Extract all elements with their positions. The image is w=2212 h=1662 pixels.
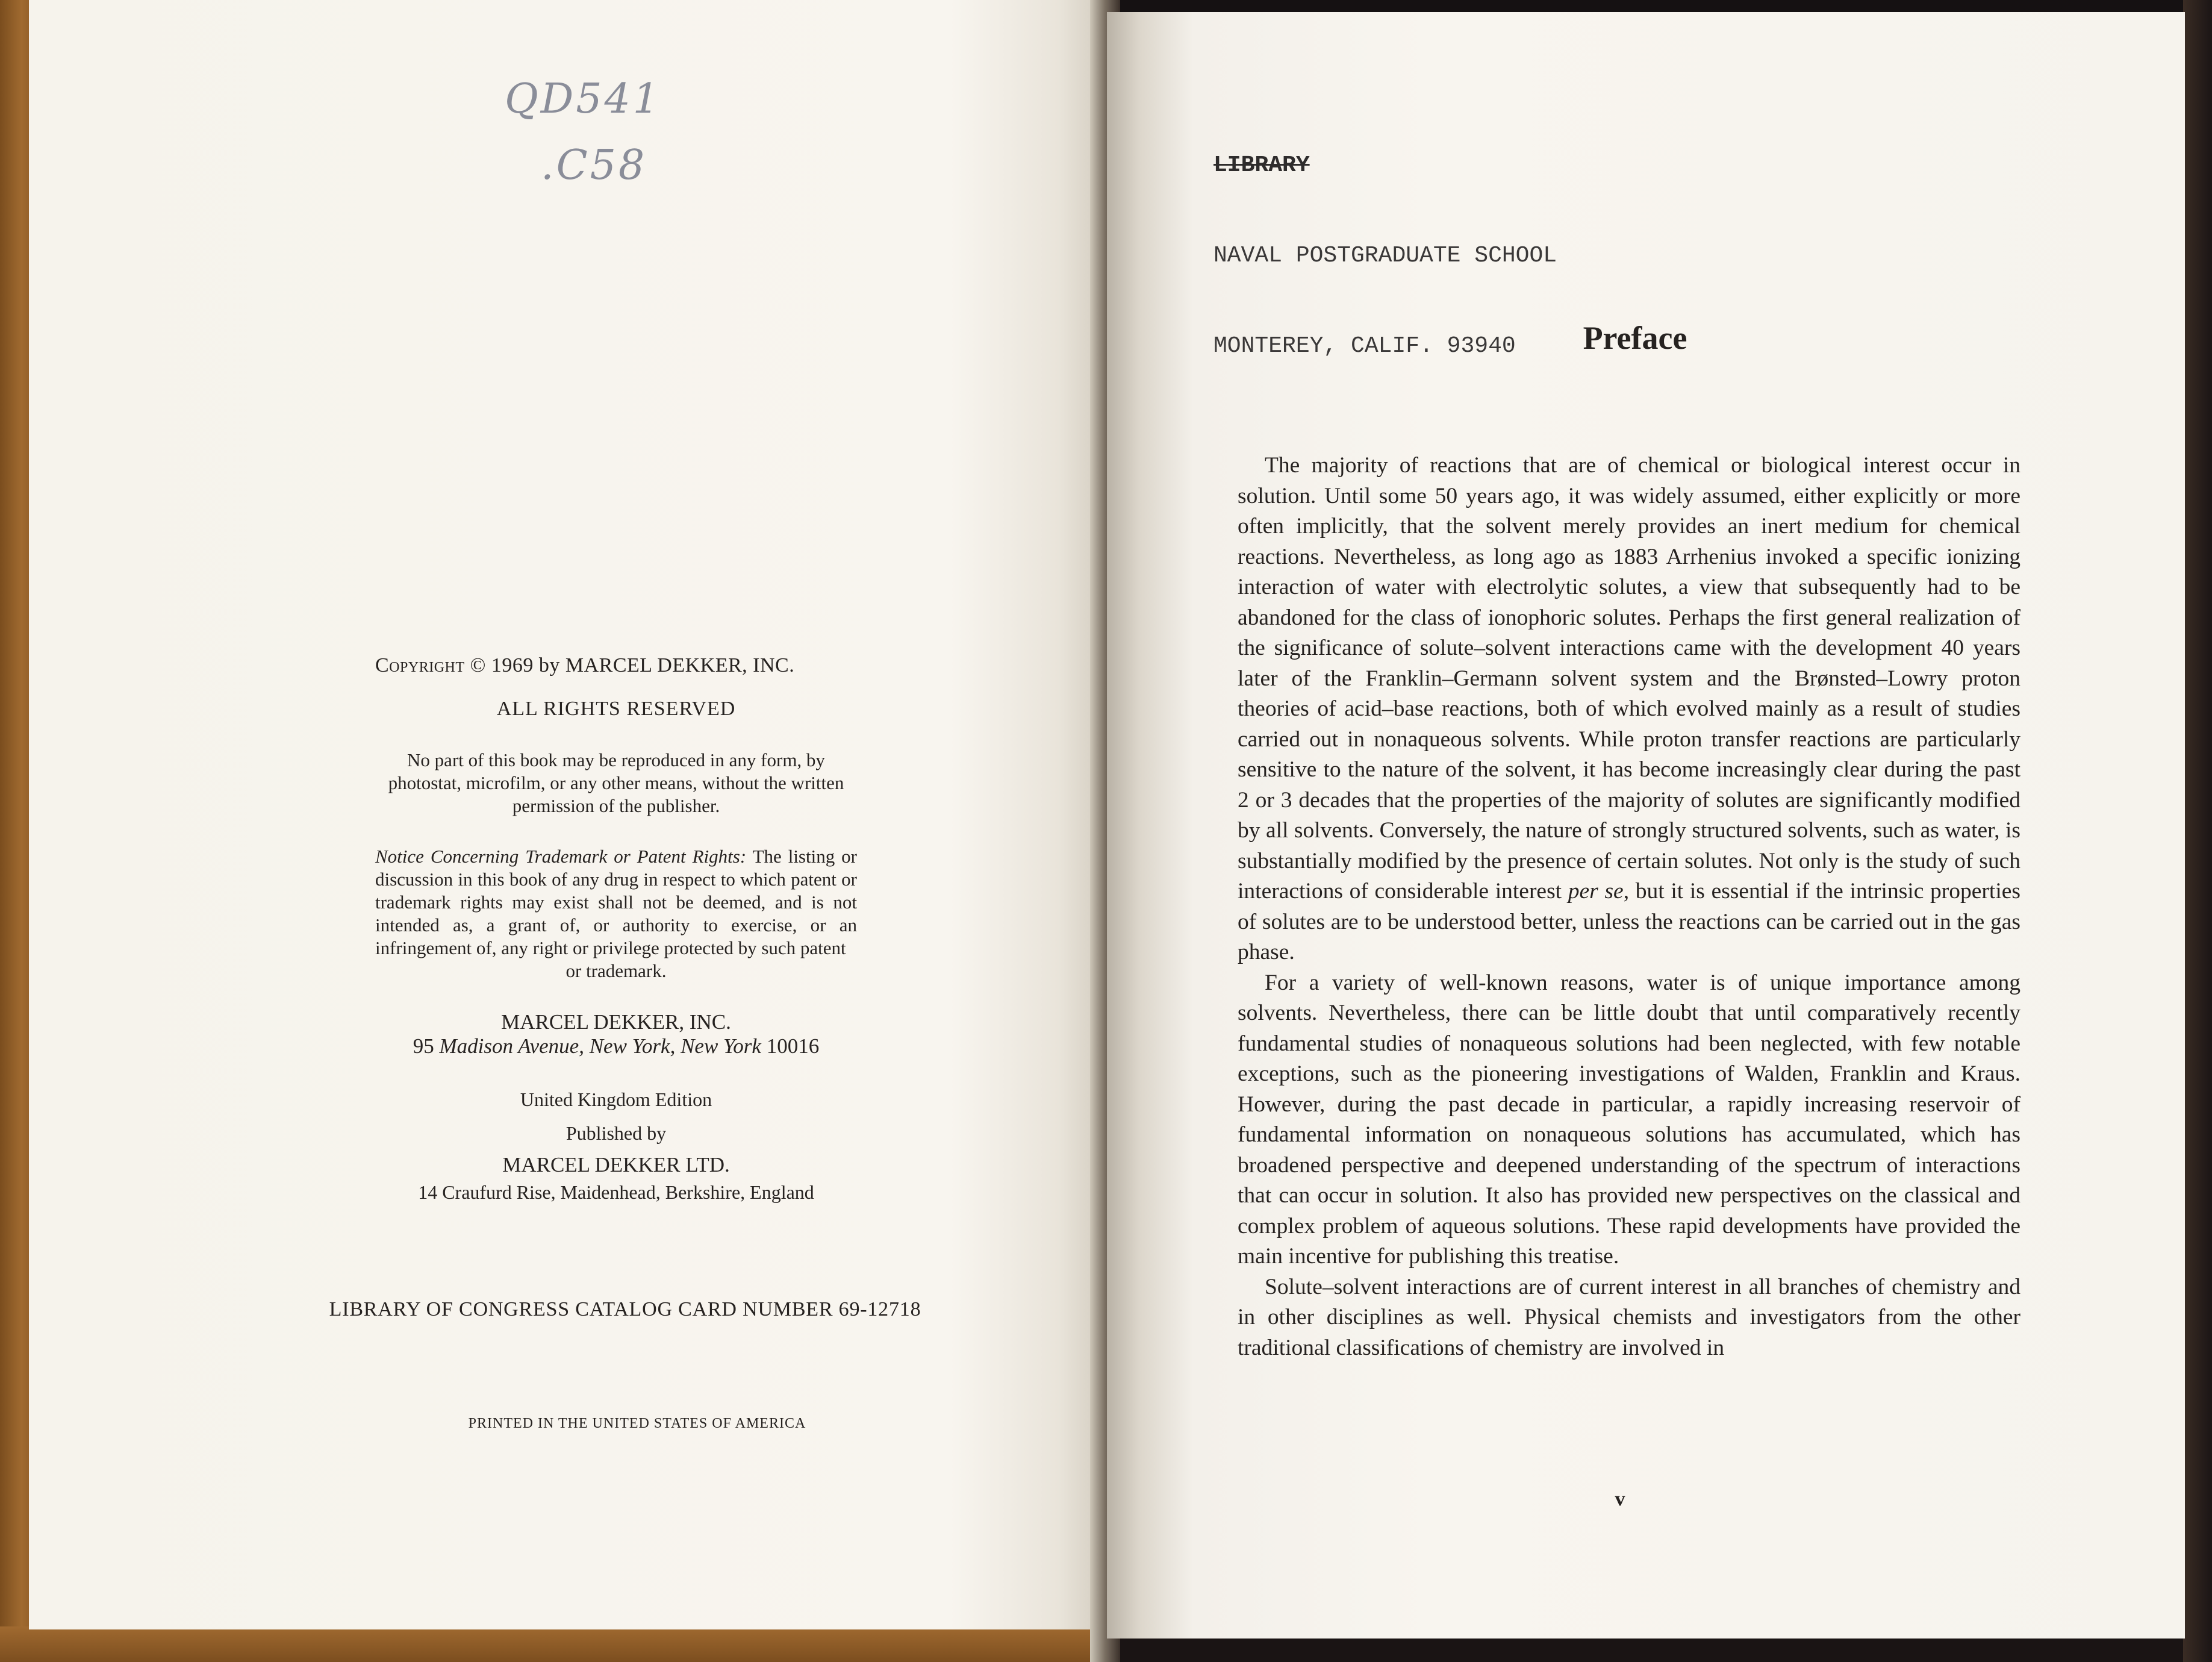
preface-paragraph-3: Solute–solvent interactions are of current interest in all branches of chemistry and in other disciplines as well. Physical chemists and investigators from the other traditional classifications of chemistry are involved in bbox=[1238, 1274, 2020, 1360]
copyright-holder: 1969 by MARCEL DEKKER, INC. bbox=[491, 654, 795, 676]
page-number: v bbox=[1615, 1488, 1625, 1510]
scanner-shadow-right bbox=[2183, 0, 2212, 1662]
trademark-notice-body: The listing or discussion in this book of any drug in respect to which patent or trademark rights may exist shall not be deemed, and is not intended as, a grant of, or authority to exercise, or an infringement of, any right or privilege protected by such patent bbox=[375, 846, 857, 958]
trademark-notice-heading: Notice Concerning Trademark or Patent Rights: bbox=[375, 846, 747, 867]
publisher-address bbox=[375, 1034, 857, 1058]
publisher-block bbox=[375, 1010, 857, 1058]
paragraph-1-italic: per se bbox=[1568, 879, 1624, 904]
trademark-notice-end: or trademark. bbox=[565, 960, 667, 981]
publisher-street: Madison Avenue, New York, New York bbox=[439, 1034, 761, 1058]
reproduction-notice: No part of this book may be reproduced in any form, by photostat, microfilm, or any other means, without the written permission of the publisher. bbox=[388, 749, 844, 816]
book-cover-bottom-edge bbox=[0, 1626, 1102, 1662]
uk-edition: United Kingdom Edition bbox=[520, 1089, 712, 1110]
published-by: Published by bbox=[565, 1122, 667, 1144]
paragraph-1-text-end: , but it is essential if the intrinsic properties of solutes are to be understood better, unless the reactions can be carried out in the gas phase. bbox=[1238, 879, 2020, 964]
preface-title: Preface bbox=[1583, 320, 1687, 356]
publisher-name: MARCEL DEKKER, INC. bbox=[501, 1010, 731, 1034]
uk-edition-block bbox=[375, 1082, 857, 1204]
stamp-line-2: NAVAL POSTGRADUATE SCHOOL bbox=[1213, 243, 1557, 269]
call-number-line-2: .C58 bbox=[541, 142, 647, 189]
preface-body bbox=[1238, 451, 2020, 1363]
scanner-shadow-bottom bbox=[1102, 1635, 2212, 1662]
printed-in-notice: PRINTED IN THE UNITED STATES OF AMERICA bbox=[468, 1416, 806, 1431]
stamp-line-3: MONTEREY, CALIF. 93940 bbox=[1213, 333, 1516, 359]
handwritten-call-number bbox=[505, 66, 661, 199]
uk-address: 14 Craufurd Rise, Maidenhead, Berkshire, England bbox=[418, 1181, 814, 1203]
preface-paragraph-2: For a variety of well-known reasons, water is of unique importance among solvents. Nevertheless, there can be little doubt that until comparatively recently fundamental studies of nonaqueous solutions had been neglected, with few notable exceptions, such as the pioneering investigations of Walden, Franklin and Kraus. However, during the past decade in particular, a rapidly increasing reservoir of fundamental information on nonaqueous solutions has accumulated, which has broadened perspective and deepened understanding of the spectrum of interactions that can occur in solution. It also has provided new perspectives on the classical and complex problem of aqueous solutions. These rapid developments have provided the main incentive for publishing this treatise. bbox=[1238, 970, 2020, 1269]
copyright-notice bbox=[375, 654, 857, 678]
call-number-line-1: QD541 bbox=[505, 75, 662, 123]
paragraph-1-text: The majority of reactions that are of chemical or biological interest occur in solution. Until some 50 years ago, it was widely assumed, either explicitly or more often implicitly, that the solvent merely provides an inert medium for chemical reactions. Nevertheless, as long ago as 1883 Arrhenius invoked a specific ionizing interaction of water with electrolytic solutes, a view that subsequently had to be abandoned for the class of ionophoric solutes. Perhaps the first general realization of the significance of solute–solvent interactions came with the development 40 years later of the Franklin–Germann solvent system and the Brønsted–Lowry proton theories of acid–base reactions, both of which evolved mainly as a result of studies carried out in nonaqueous solvents. While proton transfer reactions are particularly sensitive to the nature of the solvent, it has become increasingly clear during the past 2 or 3 decades that the properties of the majority of solutes are significantly modified by all solvents. Conversely, the nature of strongly structured solvents, such as water, is substantially modified by the presence of certain solutes. Not only is the study of such interactions of considerable interest bbox=[1238, 453, 2020, 904]
publisher-zip: 10016 bbox=[766, 1034, 820, 1058]
copyright-symbol: © bbox=[470, 654, 486, 676]
library-stamp bbox=[1213, 90, 1557, 422]
publisher-street-number: 95 bbox=[413, 1034, 434, 1058]
trademark-notice bbox=[375, 845, 857, 960]
uk-publisher: MARCEL DEKKER LTD. bbox=[502, 1153, 730, 1176]
copyright-prefix: Copyright bbox=[375, 654, 465, 676]
stamp-line-1: LIBRARY bbox=[1213, 152, 1310, 178]
preface-paragraph-1 bbox=[1238, 451, 2020, 968]
copyright-page bbox=[29, 0, 1113, 1629]
library-of-congress-number: LIBRARY OF CONGRESS CATALOG CARD NUMBER 69-12718 bbox=[329, 1298, 921, 1320]
copyright-block bbox=[375, 654, 857, 1204]
all-rights-reserved: ALL RIGHTS RESERVED bbox=[496, 698, 736, 720]
